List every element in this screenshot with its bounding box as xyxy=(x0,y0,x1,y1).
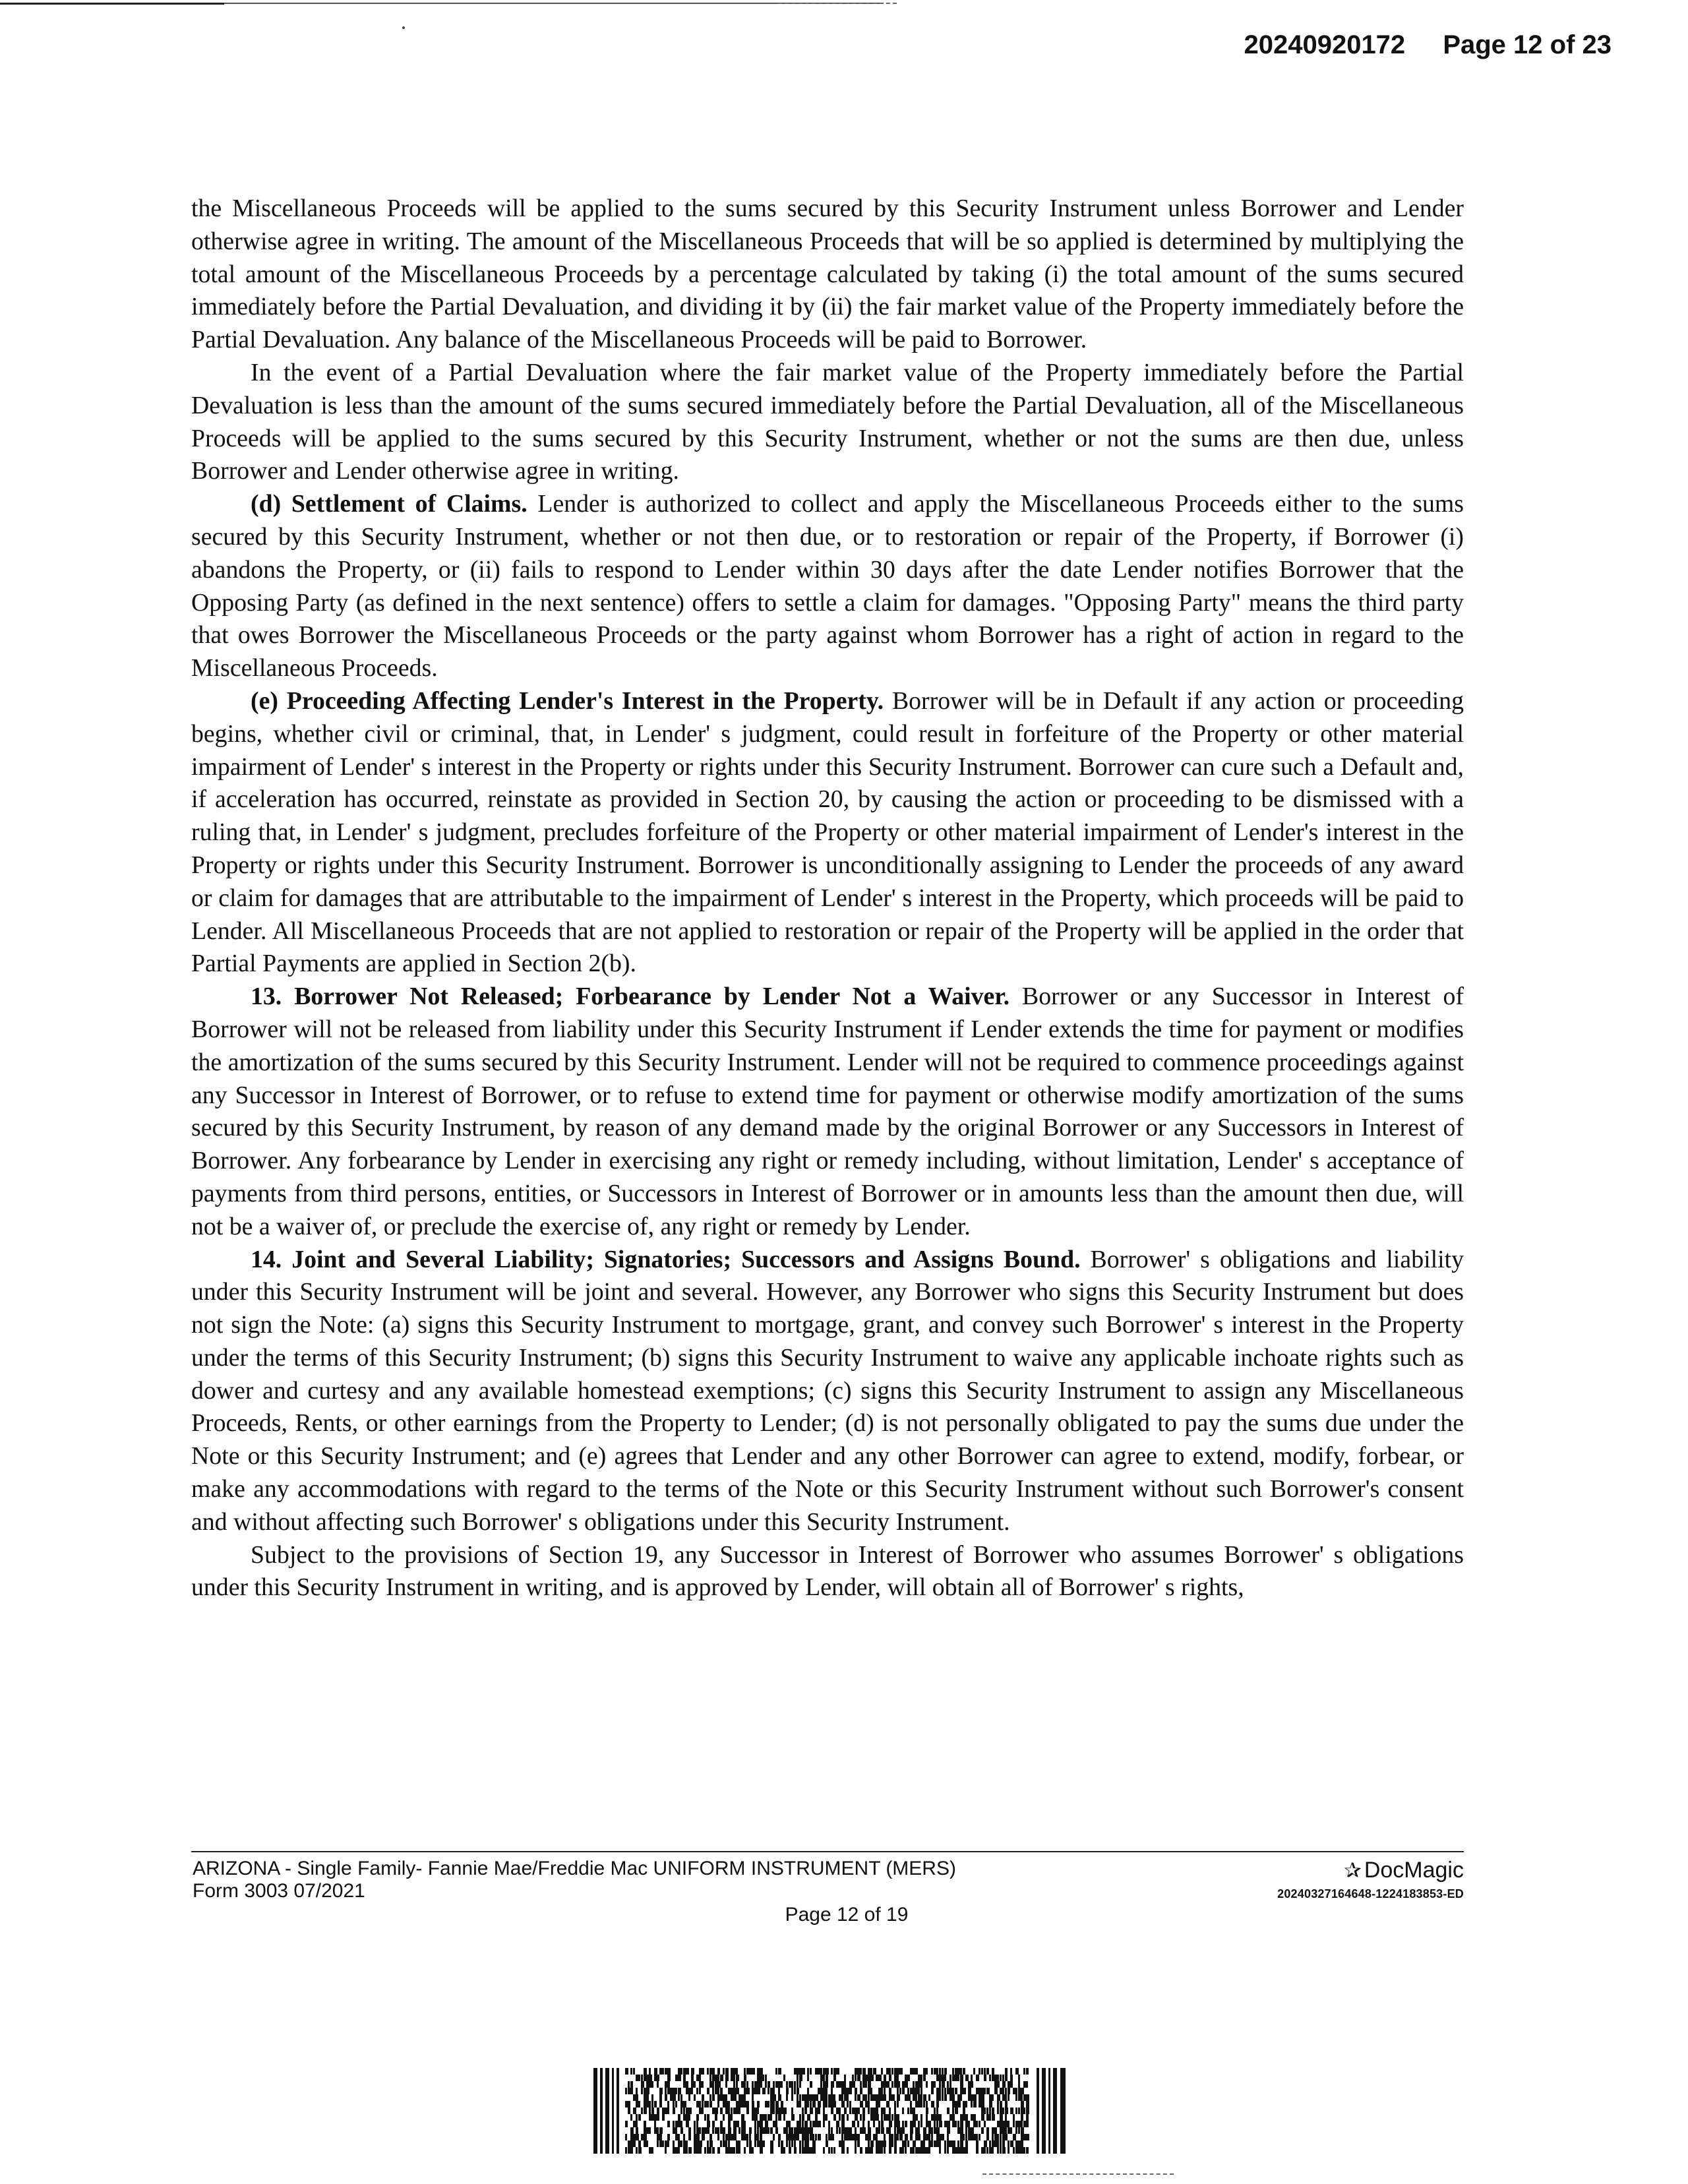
paragraph-text: Borrower or any Successor in Interest of Borrower will not be released from liability under this Security Instrument if Lender extends the time for payment or modifies the amortization of the sums secured by this Security Instrument. Lender will not be required to commence proceedings against any Successor in Interest of Borrower, or to refuse to extend time for payment or otherwise modify amortization of the sums secured by this Security Instrument, by reason of any demand made by the original Borrower or any Successors in Interest of Borrower. Any forbearance by Lender in exercising any right or remedy including, without limitation, Lender' s acceptance of payments from third persons, entities, or Successors in Interest of Borrower or in amounts less than the amount then due, will not be a waiver of, or preclude the exercise of, any right or remedy by Lender. xyxy=(191,983,1464,1240)
section-heading: 14. Joint and Several Liability; Signatories; Successors and Assigns Bound. xyxy=(251,1245,1081,1273)
paragraph-text: Borrower will be in Default if any action or proceeding begins, whether civil or criminal, that, in Lender' s judgment, could result in forfeiture of the Property or other material impairment of Lender' s interest in the Property or rights under this Security Instrument. Borrower can cure such a Default and, if acceleration has occurred, reinstate as provided in Section 20, by causing the action or proceeding to be dismissed with a ruling that, in Lender' s judgment, precludes forfeiture of the Property or other material impairment of Lender's interest in the Property or rights under this Security Instrument. Borrower is unconditionally assigning to Lender the proceeds of any award or claim for damages that are attributable to the impairment of Lender' s interest in the Property, which proceeds will be paid to Lender. All Miscellaneous Proceeds that are not applied to restoration or repair of the Property will be applied in the order that Partial Payments are applied in Section 2(b). xyxy=(191,686,1464,978)
footer-rule xyxy=(191,1851,1464,1852)
barcode-icon xyxy=(593,2068,1068,2154)
paragraph-text: Borrower' s obligations and liability under this Security Instrument will be joint and several. However, any Borrower who signs this Security Instrument but does not sign the Note: (a) signs this Security Instrument to mortgage, grant, and convey such Borrower' s interest in the Property under the terms of this Security Instrument; (b) signs this Security Instrument to waive any applicable inchoate rights such as dower and curtesy and any available homestead exemptions; (c) signs this Security Instrument to assign any Miscellaneous Proceeds, Rents, or other earnings from the Property to Lender; (d) is not personally obligated to pay the sums due under the Note or this Security Instrument; and (e) agrees that Lender and any other Borrower can agree to extend, modify, forbear, or make any accommodations with regard to the terms of the Note or this Security Instrument without such Borrower's consent and without affecting such Borrower' s obligations under this Security Instrument. xyxy=(191,1245,1464,1536)
section-heading: 13. Borrower Not Released; Forbearance by Lender Not a Waiver. xyxy=(251,983,1010,1011)
form-number: Form 3003 07/2021 xyxy=(193,1880,365,1902)
paragraph xyxy=(191,981,1464,1243)
footer-form-info xyxy=(193,1858,956,1902)
bottom-rule-dashed xyxy=(982,2173,1174,2175)
form-title: ARIZONA - Single Family- Fannie Mae/Freddie Mac UNIFORM INSTRUMENT (MERS) xyxy=(193,1858,956,1879)
paragraph: the Miscellaneous Proceeds will be applied to the sums secured by this Security Instrument unless Borrower and Lender otherwise agree in writing. The amount of the Miscellaneous Proceeds that will be so applied is determined by multiplying the total amount of the Miscellaneous Proceeds by a percentage calculated by taking (i) the total amount of the sums secured immediately before the Partial Devaluation, and dividing it by (ii) the fair market value of the Property immediately before the Partial Devaluation. Any balance of the Miscellaneous Proceeds will be paid to Borrower. xyxy=(191,195,1464,354)
scan-speck xyxy=(402,26,405,29)
recording-number: 20240920172 xyxy=(1244,30,1406,59)
docmagic-logo xyxy=(1277,1858,1464,1901)
section-heading: (e) Proceeding Affecting Lender's Interest in the Property. xyxy=(251,686,884,715)
top-rule-dashed xyxy=(778,3,897,4)
section-heading: (d) Settlement of Claims. xyxy=(251,490,528,518)
star-icon: ✰ xyxy=(1344,1858,1362,1882)
paragraph xyxy=(191,488,1464,685)
paragraph xyxy=(191,1244,1464,1539)
paragraph: Subject to the provisions of Section 19, any Successor in Interest of Borrower who assumes Borrower' s obligations under this Security Instrument in writing, and is approved by Lender, will obtain all of Borrower' s rights, xyxy=(191,1540,1464,1602)
top-rule xyxy=(0,3,224,5)
recording-page: Page 12 of 23 xyxy=(1443,30,1612,59)
paragraph-text: Lender is authorized to collect and apply the Miscellaneous Proceeds either to the sums secured by this Security Instrument, whether or not then due, or to restoration or repair of the Property, if Borrower (i) abandons the Property, or (ii) fails to respond to Lender within 30 days after the date Lender notifies Borrower that the Opposing Party (as defined in the next sentence) offers to settle a claim for damages. "Opposing Party" means the third party that owes Borrower the Miscellaneous Proceeds or the party against whom Borrower has a right of action in regard to the Miscellaneous Proceeds. xyxy=(191,490,1464,682)
document-id: 20240327164648-1224183853-ED xyxy=(1277,1887,1464,1900)
document-body xyxy=(191,193,1464,1604)
paragraph: In the event of a Partial Devaluation where the fair market value of the Property immediately before the Partial Devaluation is less than the amount of the sums secured immediately before the Partial Devaluation, all of the Miscellaneous Proceeds will be applied to the sums secured by this Security Instrument, whether or not the sums are then due, unless Borrower and Lender otherwise agree in writing. xyxy=(191,358,1464,485)
footer-page-number: Page 12 of 19 xyxy=(785,1904,909,1926)
paragraph xyxy=(191,685,1464,981)
recording-header xyxy=(1244,30,1612,60)
brand-name: DocMagic xyxy=(1364,1858,1464,1883)
